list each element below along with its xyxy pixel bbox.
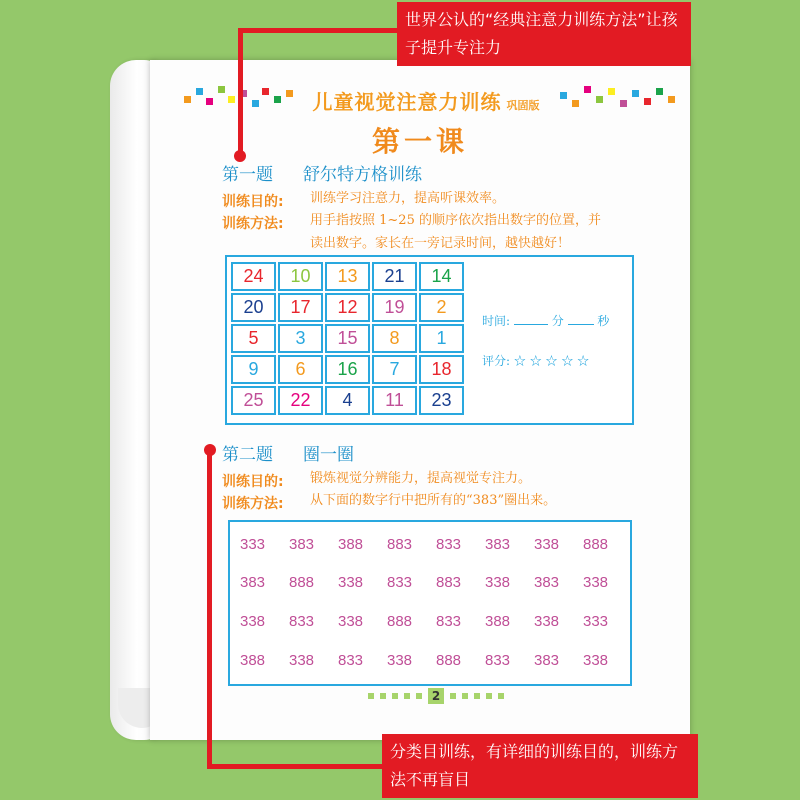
grid-cell: 16 bbox=[325, 355, 370, 384]
number-item: 388 bbox=[485, 613, 511, 630]
number-item: 383 bbox=[289, 536, 315, 553]
time-label: 时间: bbox=[482, 314, 511, 328]
callout-bottom-line-h bbox=[207, 764, 385, 769]
number-item: 333 bbox=[583, 613, 609, 630]
grid-cell: 20 bbox=[231, 293, 276, 322]
grid-cell: 21 bbox=[372, 262, 417, 291]
grid-cell: 19 bbox=[372, 293, 417, 322]
number-item: 338 bbox=[534, 536, 560, 553]
number-item: 833 bbox=[436, 613, 462, 630]
grid-cell: 1 bbox=[419, 324, 464, 353]
grid-cell: 6 bbox=[278, 355, 323, 384]
second-label: 秒 bbox=[597, 314, 610, 328]
page-footer bbox=[368, 688, 504, 704]
q1-method-line1: 用手指按照 1~25 的顺序依次指出数字的位置，并 bbox=[310, 213, 601, 228]
number-item: 888 bbox=[387, 613, 413, 630]
page-number: 2 bbox=[428, 688, 444, 704]
header-subtitle: 巩固版 bbox=[506, 99, 540, 112]
q1-purpose-label: 训练目的: bbox=[222, 194, 284, 210]
q2-heading bbox=[222, 440, 384, 465]
callout-top-dot bbox=[234, 150, 246, 162]
q1-number: 第一题 bbox=[222, 165, 273, 185]
callout-bottom-line-v bbox=[207, 452, 212, 768]
number-item: 833 bbox=[387, 574, 413, 591]
number-item: 338 bbox=[240, 613, 266, 630]
score-label: 评分: bbox=[482, 354, 511, 368]
grid-cell: 13 bbox=[325, 262, 370, 291]
number-row bbox=[240, 536, 632, 553]
number-item: 383 bbox=[534, 652, 560, 669]
time-record bbox=[482, 312, 609, 329]
number-item: 383 bbox=[240, 574, 266, 591]
number-item: 883 bbox=[436, 574, 462, 591]
grid-cell: 10 bbox=[278, 262, 323, 291]
q2-number: 第二题 bbox=[222, 445, 273, 465]
grid-cell: 4 bbox=[325, 386, 370, 415]
grid-cell: 2 bbox=[419, 293, 464, 322]
grid-cell: 24 bbox=[231, 262, 276, 291]
number-item: 338 bbox=[338, 574, 364, 591]
grid-cell: 5 bbox=[231, 324, 276, 353]
q1-name: 舒尔特方格训练 bbox=[303, 165, 422, 185]
callout-bottom: 分类目训练，有详细的训练目的，训练方法不再盲目 bbox=[382, 734, 698, 798]
callout-top: 世界公认的“经典注意力训练方法”让孩子提升专注力 bbox=[397, 2, 691, 66]
schulte-grid bbox=[231, 262, 464, 415]
grid-cell: 8 bbox=[372, 324, 417, 353]
q1-method-line2: 读出数字。家长在一旁记录时间，越快越好！ bbox=[310, 236, 571, 251]
number-item: 338 bbox=[289, 652, 315, 669]
number-item: 883 bbox=[387, 536, 413, 553]
grid-cell: 14 bbox=[419, 262, 464, 291]
number-item: 833 bbox=[338, 652, 364, 669]
number-item: 338 bbox=[338, 613, 364, 630]
number-item: 388 bbox=[240, 652, 266, 669]
number-item: 338 bbox=[583, 574, 609, 591]
number-item: 338 bbox=[534, 613, 560, 630]
number-row bbox=[240, 652, 632, 669]
grid-cell: 15 bbox=[325, 324, 370, 353]
grid-cell: 23 bbox=[419, 386, 464, 415]
q2-method-label: 训练方法: bbox=[222, 496, 284, 512]
grid-cell: 18 bbox=[419, 355, 464, 384]
number-item: 833 bbox=[289, 613, 315, 630]
grid-cell: 17 bbox=[278, 293, 323, 322]
callout-top-line-v bbox=[238, 28, 243, 156]
number-item: 833 bbox=[485, 652, 511, 669]
number-item: 383 bbox=[485, 536, 511, 553]
q2-name: 圈一圈 bbox=[303, 445, 354, 465]
number-item: 338 bbox=[387, 652, 413, 669]
number-item: 338 bbox=[485, 574, 511, 591]
number-item: 833 bbox=[436, 536, 462, 553]
number-row bbox=[240, 574, 632, 591]
minute-label: 分 bbox=[551, 314, 564, 328]
star-rating: ☆ ☆ ☆ ☆ ☆ bbox=[513, 354, 590, 368]
grid-cell: 11 bbox=[372, 386, 417, 415]
number-item: 888 bbox=[289, 574, 315, 591]
number-item: 888 bbox=[436, 652, 462, 669]
number-item: 333 bbox=[240, 536, 266, 553]
number-item: 383 bbox=[534, 574, 560, 591]
q1-purpose-text: 训练学习注意力，提高听课效率。 bbox=[310, 191, 506, 206]
page-header bbox=[178, 80, 674, 116]
grid-cell: 12 bbox=[325, 293, 370, 322]
header-title: 儿童视觉注意力训练 bbox=[312, 90, 502, 114]
q1-method-label: 训练方法: bbox=[222, 216, 284, 232]
lesson-title: 第一课 bbox=[371, 125, 468, 158]
grid-cell: 25 bbox=[231, 386, 276, 415]
q2-purpose-label: 训练目的: bbox=[222, 474, 284, 490]
score-record bbox=[482, 352, 589, 369]
number-item: 388 bbox=[338, 536, 364, 553]
q2-method-text: 从下面的数字行中把所有的“383”圈出来。 bbox=[310, 493, 557, 508]
number-item: 888 bbox=[583, 536, 609, 553]
number-item: 338 bbox=[583, 652, 609, 669]
grid-cell: 3 bbox=[278, 324, 323, 353]
grid-cell: 22 bbox=[278, 386, 323, 415]
grid-cell: 9 bbox=[231, 355, 276, 384]
q1-heading bbox=[222, 160, 452, 185]
q2-purpose-text: 锻炼视觉分辨能力，提高视觉专注力。 bbox=[310, 471, 532, 486]
number-row bbox=[240, 613, 632, 630]
grid-cell: 7 bbox=[372, 355, 417, 384]
callout-top-line-h bbox=[238, 28, 398, 33]
